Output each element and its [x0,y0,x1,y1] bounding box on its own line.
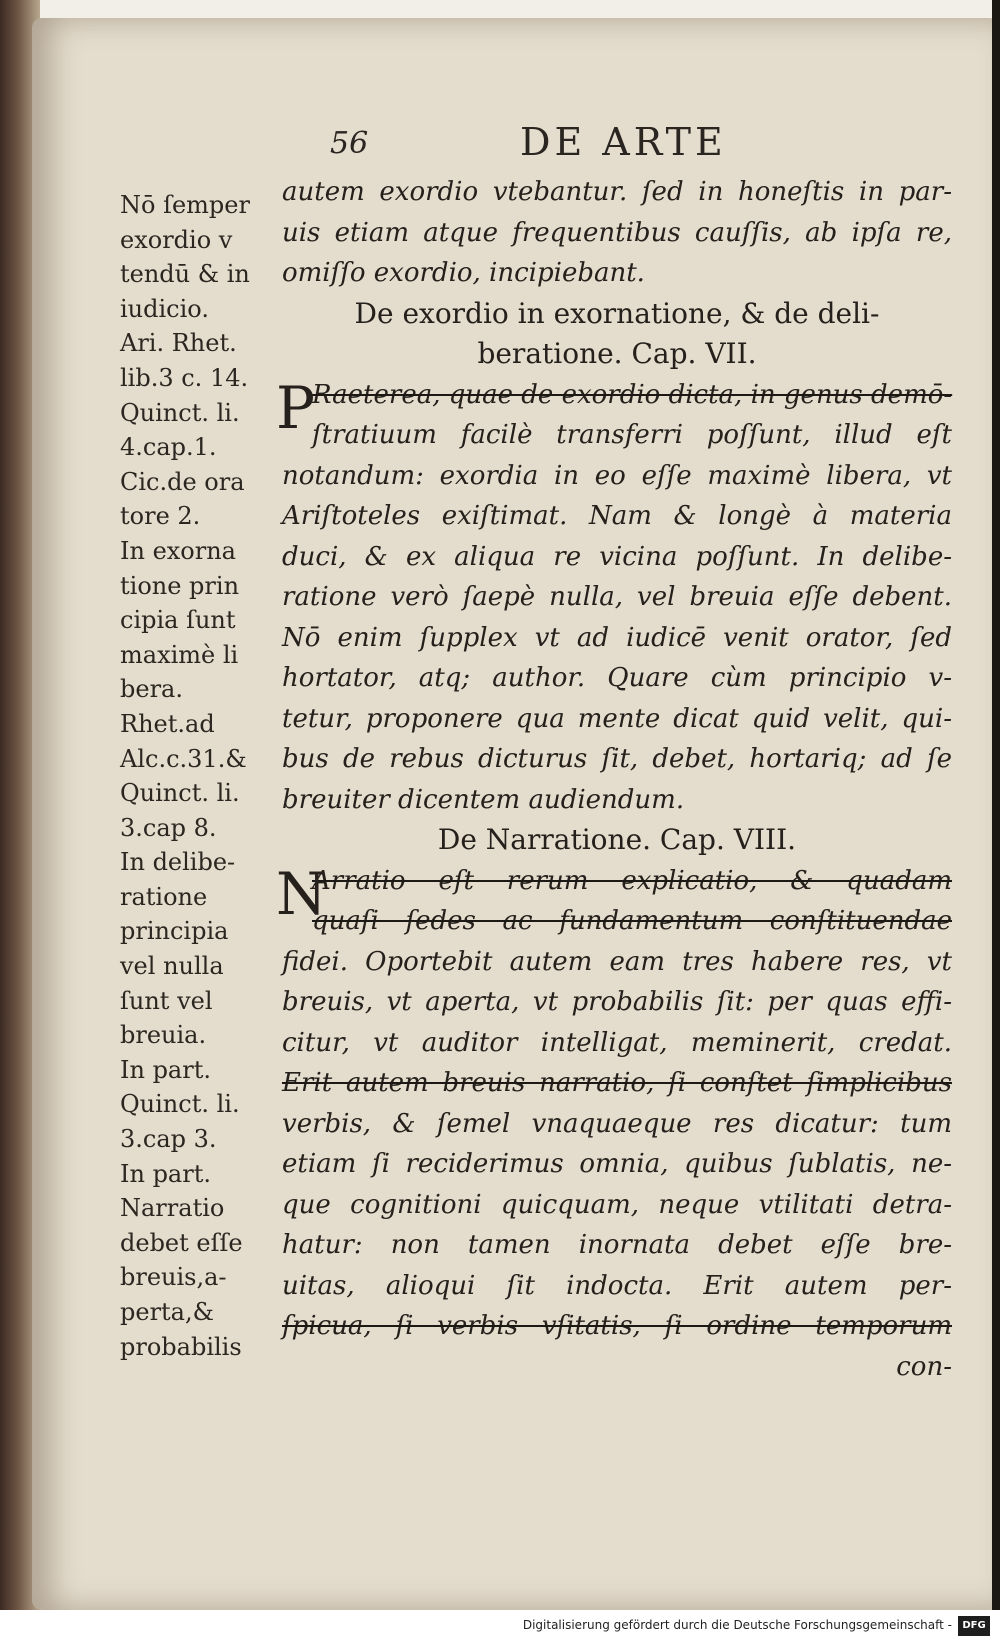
margin-note-line: In part. [120,1055,211,1084]
margin-note-line: cipia ſunt [120,606,236,635]
catchword: con- [896,1351,952,1382]
main-text-block [276,172,953,1387]
text-line: ſpicua, ſi verbis vſitatis, ſi ordine temporum [282,1311,952,1341]
text-line: Erit autem breuis narratio, ſi conſtet ſimplicibus [282,1068,952,1098]
drop-initial: P [276,373,316,442]
text-line: duci, & ex aliqua re vicina poſſunt. In delibe- [282,541,952,572]
margin-note-line: perta,& [120,1298,214,1326]
text-line: Nō enim ſupplex vt ad iudicē venit orator, ſed [282,622,952,653]
margin-note-line: breuia. [120,1021,207,1050]
margin-note-line: In delibe- [120,848,236,877]
text-line: omiſſo exordio, incipiebant. [282,258,645,288]
chapter-opening [276,373,953,456]
text-line: fidei. Oportebit autem eam tres habere res, vt [282,946,952,977]
running-title: DE ARTE [520,120,727,164]
margin-note-line: iudicio. [120,294,209,323]
text-line: quaſi ſedes ac fundamentum conſtituendae [312,906,952,936]
margin-note-line: Quinct. li. [120,1090,240,1119]
text-line: Arratio eſt rerum explicatio, & quadam [312,865,952,896]
page-header [330,120,850,170]
margin-note-line: Quinct. li. [120,779,240,808]
margin-note-line: exordio v [120,225,233,254]
margin-note-line: In part. [120,1159,211,1188]
text-line: bus de rebus dicturus ſit, debet, hortariq; ad ſe [282,744,952,774]
chapter-heading: beratione. Cap. VII. [477,337,757,370]
text-line: uitas, alioqui ſit indocta. Erit autem per- [282,1270,952,1301]
text-line: tetur, proponere qua mente dicat quid velit, qui- [282,703,952,734]
margin-note-line: 4.cap.1. [120,433,217,462]
text-line: Ariſtoteles exiſtimat. Nam & longè à materia [282,501,952,531]
margin-note-line: ratione [120,882,208,911]
text-line: etiam ſi reciderimus omnia, quibus ſublatis, ne- [282,1149,952,1179]
margin-note-line: tore 2. [120,502,201,531]
margin-note-line: lib.3 c. 14. [120,363,249,392]
margin-note-line: tione prin [120,571,240,600]
margin-note-line: Quinct. li. [120,398,240,427]
margin-note-line: ſunt vel [120,986,213,1015]
text-line: hatur: non tamen inornata debet eſſe bre- [282,1230,952,1260]
margin-note-line: bera. [120,675,183,704]
dfg-logo-icon: DFG [958,1616,990,1636]
margin-note-line: vel nulla [120,952,224,981]
chapter-heading: De Narratione. Cap. VIII. [437,823,797,856]
page-edge-shadow [992,0,1000,1610]
chapter-heading: De exordio in exornatione, & de deli- [354,296,880,330]
margin-note-line: In exorna [120,536,236,565]
margin-note-line: Cic.de ora [120,467,245,496]
text-line: ſtratiuum facilè transferri poſſunt, illud eſt [312,420,952,450]
text-line: uis etiam atque frequentibus cauſſis, ab ipſa re, [282,217,952,248]
text-line: verbis, & ſemel vnaquaeque res dicatur: tum [282,1108,952,1139]
footer-bar [0,1610,1000,1644]
margin-note-line: tendū & in [120,260,250,289]
text-line: autem exordio vtebantur. ſed in honeſtis in par- [282,177,952,207]
margin-note-line: Ari. Rhet. [120,329,237,358]
text-line: breuiter dicentem audiendum. [282,784,685,815]
margin-notes [120,188,272,1388]
margin-note-line: Narratio [120,1194,225,1223]
text-line: notandum: exordia in eo eſſe maximè libera, vt [282,460,952,491]
chapter-opening [276,859,952,942]
margin-note-line: breuis,a- [120,1263,227,1292]
text-line: breuis, vt aperta, vt probabilis ſit: per quas effi- [282,987,952,1017]
margin-note-line: Rhet.ad [120,709,215,738]
text-line: ratione verò ſaepè nulla, vel breuia eſſe debent. [282,582,952,612]
margin-note-line: 3.cap 3. [120,1125,217,1154]
text-line: Raeterea, quae de exordio dicta, in genus demō- [312,379,953,410]
margin-note-line: Nō ſemper [120,191,250,219]
margin-note-line: principia [120,917,229,946]
margin-note-line: Alc.c.31.& [120,744,247,773]
drop-initial: N [276,859,327,928]
text-line: que cognitioni quicquam, neque vtilitati detra- [282,1189,952,1220]
margin-note-line: maximè li [120,640,239,669]
funding-credit: Digitalisierung gefördert durch die Deutsche Forschungsgemeinschaft - [522,1618,952,1632]
margin-note-line: 3.cap 8. [120,813,217,842]
text-line: hortator, atq; author. Quare cùm principio v- [282,663,952,693]
margin-note-line: debet eſſe [120,1228,243,1257]
text-line: citur, vt auditor intelligat, meminerit, credat. [282,1027,952,1058]
page-number: 56 [330,126,369,161]
margin-note-line: probabilis [120,1332,242,1361]
